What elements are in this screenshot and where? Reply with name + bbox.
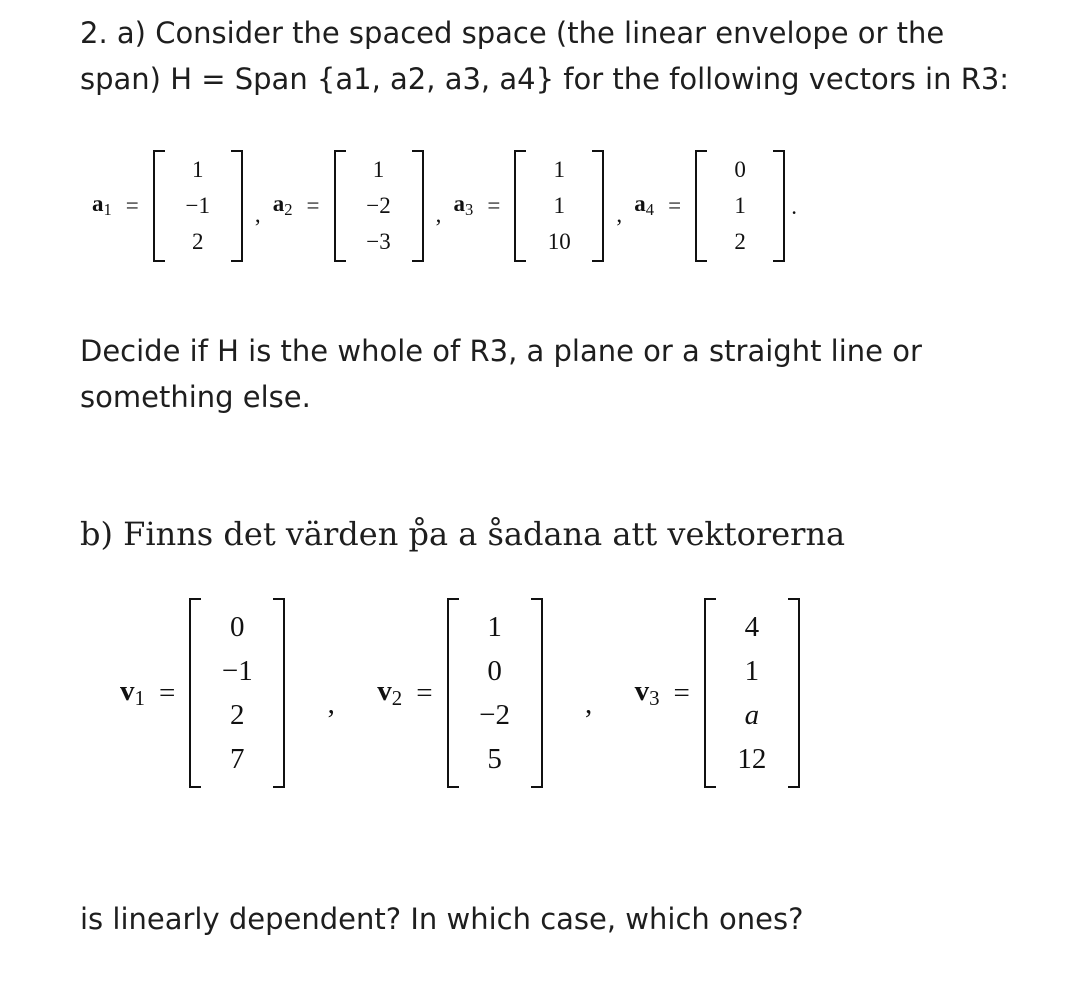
vector-a4 [634,150,785,262]
equals-sign: = [158,676,176,709]
column-matrix [189,598,285,788]
matrix-entry: 1 [372,157,385,182]
matrix-entry: 2 [192,229,204,254]
intro-line-2: span) H = Span {a1, a2, a3, a4} for the following vectors in R3: [80,62,1010,96]
matrix-entry: 10 [547,229,571,254]
comma-separator: , [584,687,593,720]
comma-separator: , [327,687,335,720]
matrix-entry: 1 [553,193,566,218]
part-b-heading: b) Finns det värden p̊a a s̊adana att vektorerna [80,515,846,553]
matrix-entry: 0 [230,611,245,643]
vector-label: $a_2$ [272,191,293,220]
matrix-entry: 5 [487,743,502,775]
column-matrix [695,150,785,262]
matrix-entry: 1 [487,611,502,643]
matrix-entry: −2 [366,193,391,218]
matrix-entry: 1 [192,157,204,182]
matrix-entry: −2 [479,699,511,731]
part-a-intro [80,10,1009,102]
vector-v1 [120,598,285,788]
comma-separator: , [616,202,623,227]
question-line-1: Decide if H is the whole of R3, a plane or a straight line or [80,334,922,368]
comma-separator: , [435,202,442,227]
part-b-question: is linearly dependent? In which case, which ones? [80,902,804,936]
equals-sign: = [668,193,682,218]
column-matrix [153,150,243,262]
matrix-entry: 1 [553,157,566,182]
matrix-entry: 0 [734,157,746,182]
vector-label: $v_1$ [120,674,145,711]
matrix-entry: 12 [737,743,767,775]
matrix-entry: −3 [366,229,391,254]
vector-label: $a_1$ [92,191,112,220]
matrix-entry: 4 [744,611,760,643]
vector-a1 [92,150,243,262]
matrix-entry: 2 [230,699,245,731]
equals-sign: = [416,676,433,709]
matrix-entry: −1 [221,655,253,687]
matrix-entry: −1 [185,193,210,218]
vector-label: $a_4$ [634,191,655,220]
matrix-entry: 0 [487,655,502,687]
matrix-entry: 7 [230,743,245,775]
vectors-a-row [92,150,803,262]
vectors-b-row [120,598,800,788]
equals-sign: = [673,676,690,709]
vector-a2 [273,150,424,262]
matrix-entry: 1 [744,655,760,687]
equals-sign: = [487,193,501,218]
column-matrix [514,150,604,262]
column-matrix [447,598,543,788]
matrix-entry: 1 [734,193,746,218]
vector-v2 [377,598,542,788]
vector-v3 [635,598,800,788]
vector-label: $v_3$ [634,674,660,711]
vector-label: $v_2$ [377,674,403,711]
vector-label: $a_3$ [453,191,474,220]
vector-a3 [454,150,605,262]
equals-sign: = [125,193,139,218]
matrix-entry: 2 [734,229,746,254]
comma-separator: , [254,202,261,227]
column-matrix [704,598,800,788]
intro-line-1: 2. a) Consider the spaced space (the linear envelope or the [80,16,945,50]
period-terminator: . [791,194,797,219]
column-matrix [334,150,424,262]
question-line-2: something else. [80,380,311,414]
matrix-entry-variable: a [744,699,760,731]
equals-sign: = [306,193,320,218]
part-a-question [80,328,922,420]
